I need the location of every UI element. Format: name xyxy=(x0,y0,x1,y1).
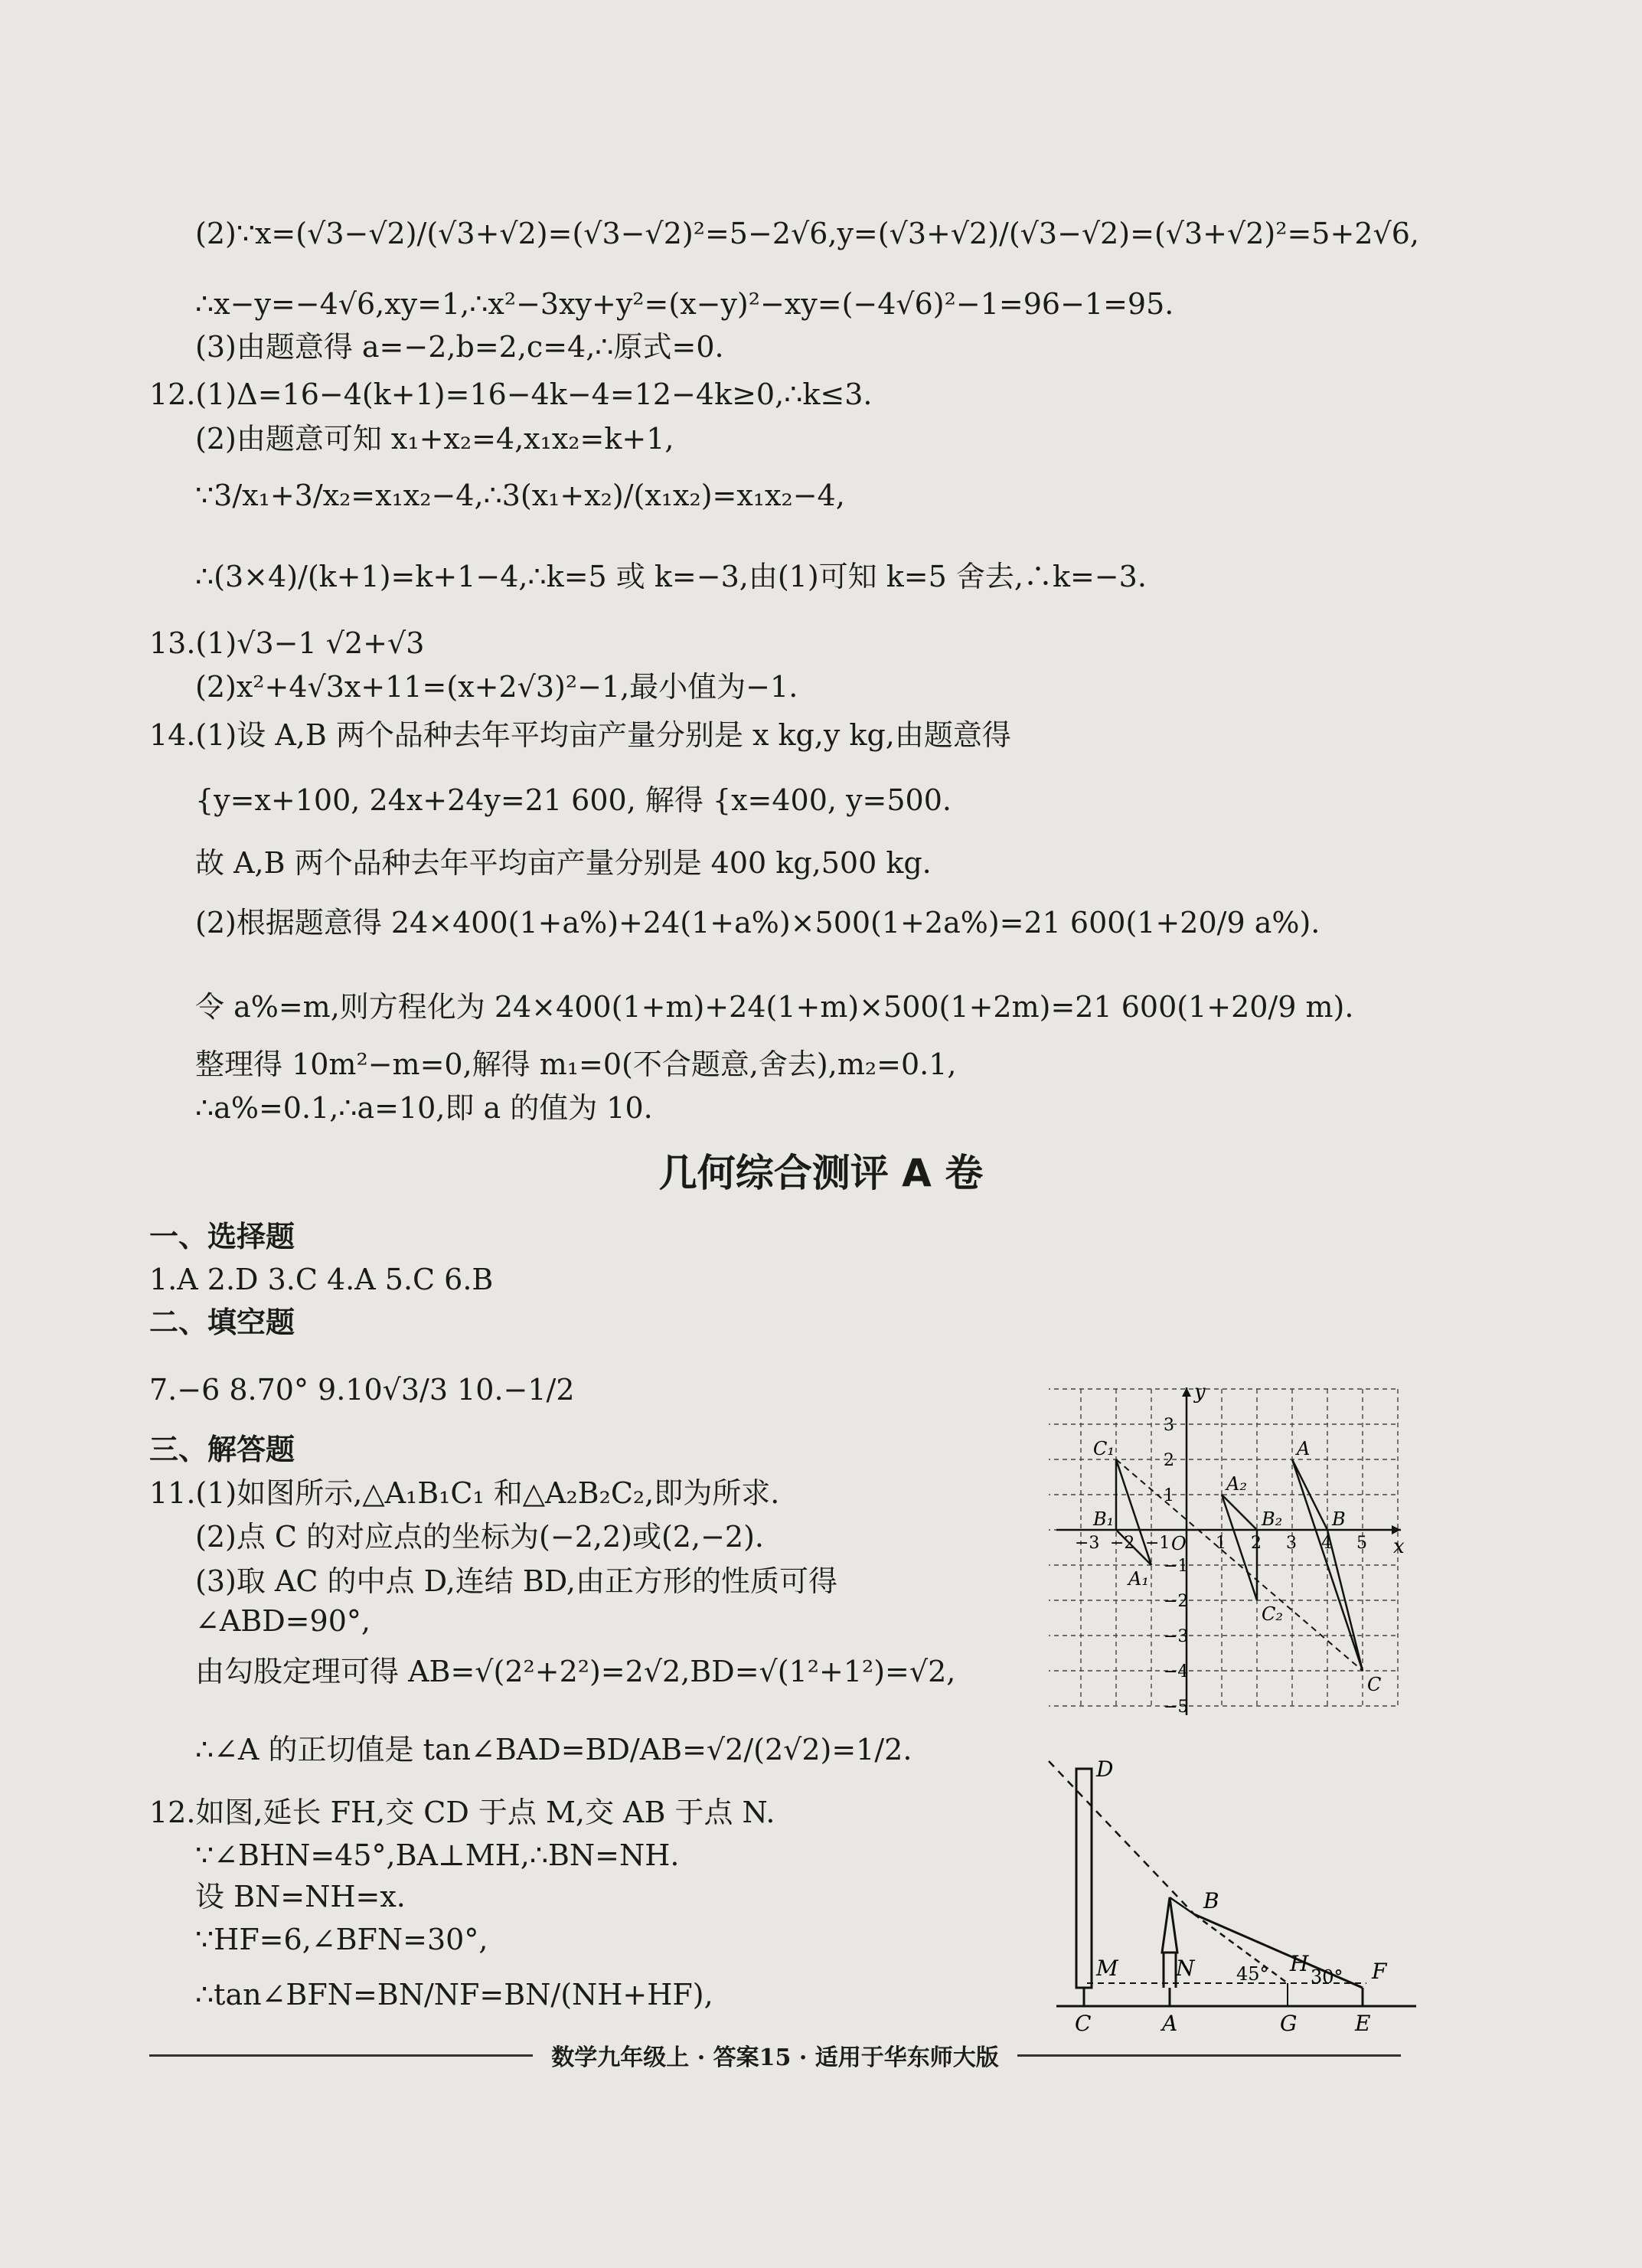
x-tick-label: 5 xyxy=(1356,1534,1367,1553)
origin-label: O xyxy=(1171,1533,1187,1554)
solution-line: (3)由题意得 a=−2,b=2,c=4,∴原式=0. xyxy=(195,330,724,364)
solution-line: (2)x²+4√3x+11=(x+2√3)²−1,最小值为−1. xyxy=(195,670,798,704)
fill-answers: 7.−6 8.70° 9.10√3/3 10.−1/2 xyxy=(149,1373,575,1407)
y-tick-label: 3 xyxy=(1164,1416,1174,1435)
solution-line: ∴∠A 的正切值是 tan∠BAD=BD/AB=√2/(2√2)=1/2. xyxy=(195,1733,912,1766)
label-A: A xyxy=(1162,2011,1178,2036)
x-tick-label: −2 xyxy=(1110,1534,1135,1553)
angle-30-label: 30° xyxy=(1311,1966,1343,1988)
label-F: F xyxy=(1372,1959,1387,1984)
solution-line: 故 A,B 两个品种去年平均亩产量分别是 400 kg,500 kg. xyxy=(195,846,932,880)
x-axis-label: x xyxy=(1393,1535,1405,1558)
solution-line: 11.(1)如图所示,△A₁B₁C₁ 和△A₂B₂C₂,即为所求. xyxy=(149,1476,780,1510)
label-D: D xyxy=(1096,1757,1114,1782)
x-tick-label: 1 xyxy=(1216,1534,1226,1553)
point-label: C₁ xyxy=(1093,1438,1115,1459)
point-label: A₁ xyxy=(1128,1568,1149,1590)
solution-line: 整理得 10m²−m=0,解得 m₁=0(不合题意,舍去),m₂=0.1, xyxy=(195,1047,957,1081)
point-label: B₁ xyxy=(1093,1508,1115,1530)
x-tick-label: 2 xyxy=(1251,1534,1262,1553)
heading-choice: 一、选择题 xyxy=(149,1220,295,1253)
angle-45-label: 45° xyxy=(1236,1963,1269,1985)
y-tick-label: −1 xyxy=(1164,1557,1189,1576)
point-label: C xyxy=(1367,1674,1382,1695)
point-label: A xyxy=(1297,1438,1311,1459)
solution-line: ∴x−y=−4√6,xy=1,∴x²−3xy+y²=(x−y)²−xy=(−4√6)²−1=96−1=95. xyxy=(195,287,1174,321)
solution-line: 设 BN=NH=x. xyxy=(195,1880,406,1913)
solution-line: ∴tan∠BFN=BN/NF=BN/(NH+HF), xyxy=(195,1978,713,2011)
x-tick-label: 3 xyxy=(1286,1534,1297,1553)
solution-line: 14.(1)设 A,B 两个品种去年平均亩产量分别是 x kg,y kg,由题意得 xyxy=(149,718,1011,752)
solution-line: {y=x+100, 24x+24y=21 600, 解得 {x=400, y=500. xyxy=(195,783,952,817)
y-tick-label: −3 xyxy=(1164,1627,1189,1646)
page-footer xyxy=(149,2038,1401,2072)
solution-line: ∴a%=0.1,∴a=10,即 a 的值为 10. xyxy=(195,1091,653,1125)
solution-line: ∵HF=6,∠BFN=30°, xyxy=(195,1923,488,1956)
y-axis-label: y xyxy=(1194,1381,1206,1404)
solution-line: (2)由题意可知 x₁+x₂=4,x₁x₂=k+1, xyxy=(195,422,674,456)
solution-line: 由勾股定理可得 AB=√(2²+2²)=2√2,BD=√(1²+1²)=√2, xyxy=(195,1655,956,1688)
label-G: G xyxy=(1280,2011,1298,2036)
label-N: N xyxy=(1176,1956,1195,1981)
section-title: 几何综合测评 A 卷 xyxy=(658,1151,984,1195)
y-tick-label: 1 xyxy=(1164,1486,1174,1505)
tower-figure xyxy=(1041,1746,1424,2037)
y-tick-label: −2 xyxy=(1164,1592,1189,1611)
footer-text: 数学九年级上 · 答案15 · 适用于华东师大版 xyxy=(551,2044,999,2071)
footer-rule-left xyxy=(149,2054,533,2057)
label-H: H xyxy=(1290,1951,1309,1976)
label-B: B xyxy=(1203,1888,1219,1913)
axes xyxy=(1056,1387,1401,1715)
solution-line: (2)点 C 的对应点的坐标为(−2,2)或(2,−2). xyxy=(195,1520,764,1554)
solution-line: (3)取 AC 的中点 D,连结 BD,由正方形的性质可得 xyxy=(195,1564,837,1598)
solution-line: ∵∠BHN=45°,BA⊥MH,∴BN=NH. xyxy=(195,1838,680,1872)
solution-line: 12.如图,延长 FH,交 CD 于点 M,交 AB 于点 N. xyxy=(149,1796,775,1829)
footer-rule-right xyxy=(1017,2054,1401,2057)
choice-answers: 1.A 2.D 3.C 4.A 5.C 6.B xyxy=(149,1263,494,1296)
solution-line: ∵3/x₁+3/x₂=x₁x₂−4,∴3(x₁+x₂)/(x₁x₂)=x₁x₂−4, xyxy=(195,479,845,512)
point-label: B xyxy=(1332,1508,1346,1530)
point-label: B₂ xyxy=(1262,1508,1283,1530)
solution-line: ∠ABD=90°, xyxy=(195,1604,371,1638)
solution-line: 13.(1)√3−1 √2+√3 xyxy=(149,626,425,660)
y-tick-label: −5 xyxy=(1164,1698,1189,1717)
x-tick-label: −1 xyxy=(1145,1534,1170,1553)
label-M: M xyxy=(1096,1956,1118,1981)
y-tick-label: −4 xyxy=(1164,1662,1189,1681)
solution-line: 12.(1)Δ=16−4(k+1)=16−4k−4=12−4k≥0,∴k≤3. xyxy=(149,377,873,411)
y-tick-label: 2 xyxy=(1164,1451,1174,1470)
heading-solve: 三、解答题 xyxy=(149,1433,295,1466)
solution-line: (2)根据题意得 24×400(1+a%)+24(1+a%)×500(1+2a%)=21 600(1+20/9 a%). xyxy=(195,906,1320,940)
solution-line: ∴(3×4)/(k+1)=k+1−4,∴k=5 或 k=−3,由(1)可知 k=5 舍去,∴k=−3. xyxy=(195,560,1147,593)
x-tick-label: −3 xyxy=(1075,1534,1100,1553)
label-E: E xyxy=(1355,2011,1371,2036)
coordinate-grid-figure xyxy=(1049,1378,1409,1730)
x-tick-label: 4 xyxy=(1321,1534,1332,1553)
point-label: A₂ xyxy=(1226,1473,1247,1495)
point-label: C₂ xyxy=(1262,1603,1283,1625)
label-C: C xyxy=(1075,2011,1092,2036)
heading-fill: 二、填空题 xyxy=(149,1306,295,1339)
solution-line: (2)∵x=(√3−√2)/(√3+√2)=(√3−√2)²=5−2√6,y=(√3+√2)/(√3−√2)=(√3+√2)²=5+2√6, xyxy=(195,217,1419,250)
solution-line: 令 a%=m,则方程化为 24×400(1+m)+24(1+m)×500(1+2m)=21 600(1+20/9 m). xyxy=(195,990,1354,1024)
